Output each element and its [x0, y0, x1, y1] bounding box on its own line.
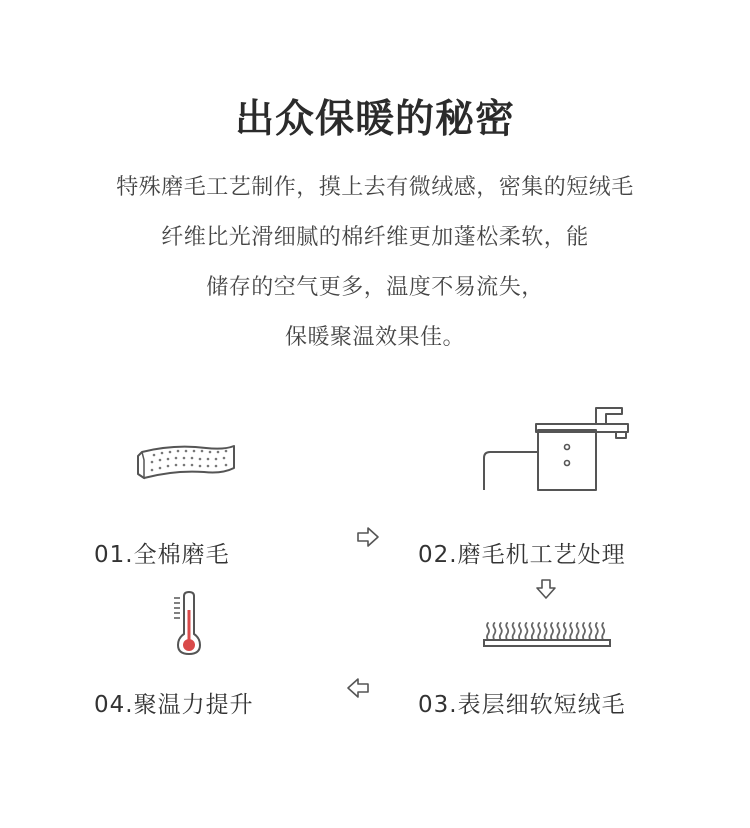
- page-title: 出众保暖的秘密: [234, 97, 515, 142]
- fleece-fiber: [602, 623, 604, 640]
- step-4-label: 04.聚温力提升: [94, 692, 254, 718]
- step-2-label: 02.磨毛机工艺处理: [418, 542, 626, 568]
- fleece-fiber: [532, 623, 534, 640]
- fleece-fiber: [577, 623, 579, 640]
- step-1-label: 01.全棉磨毛: [94, 542, 230, 568]
- fleece-fibers-icon: [482, 620, 612, 650]
- fleece-fiber: [519, 623, 521, 640]
- arrow-right-icon: [356, 526, 380, 548]
- brushing-machine-icon: [480, 400, 634, 494]
- fleece-fiber: [557, 623, 559, 640]
- fleece-fiber: [551, 623, 553, 640]
- cotton-fabric-icon: [134, 438, 240, 488]
- fleece-fiber: [513, 623, 515, 640]
- fleece-fiber: [570, 623, 572, 640]
- fleece-fiber: [589, 623, 591, 640]
- fleece-fiber: [487, 623, 489, 640]
- fleece-fiber: [525, 623, 527, 640]
- fleece-fiber: [564, 623, 566, 640]
- arrow-left-icon: [346, 677, 370, 699]
- fleece-fiber: [500, 623, 502, 640]
- thermometer-icon: [168, 590, 208, 658]
- description-line-3: 储存的空气更多，温度不易流失，: [206, 275, 544, 300]
- description-line-1: 特殊磨毛工艺制作，摸上去有微绒感，密集的短绒毛: [116, 175, 634, 200]
- arrow-down-icon: [534, 578, 558, 600]
- description-line-2: 纤维比光滑细腻的棉纤维更加蓬松柔软，能: [161, 225, 589, 250]
- fleece-fiber: [538, 623, 540, 640]
- fleece-fiber: [583, 623, 585, 640]
- fleece-fiber: [493, 623, 495, 640]
- fleece-fiber: [545, 623, 547, 640]
- description-line-4: 保暖聚温效果佳。: [284, 325, 465, 350]
- fleece-fiber: [596, 623, 598, 640]
- fleece-fiber: [506, 623, 508, 640]
- step-3-label: 03.表层细软短绒毛: [418, 692, 626, 718]
